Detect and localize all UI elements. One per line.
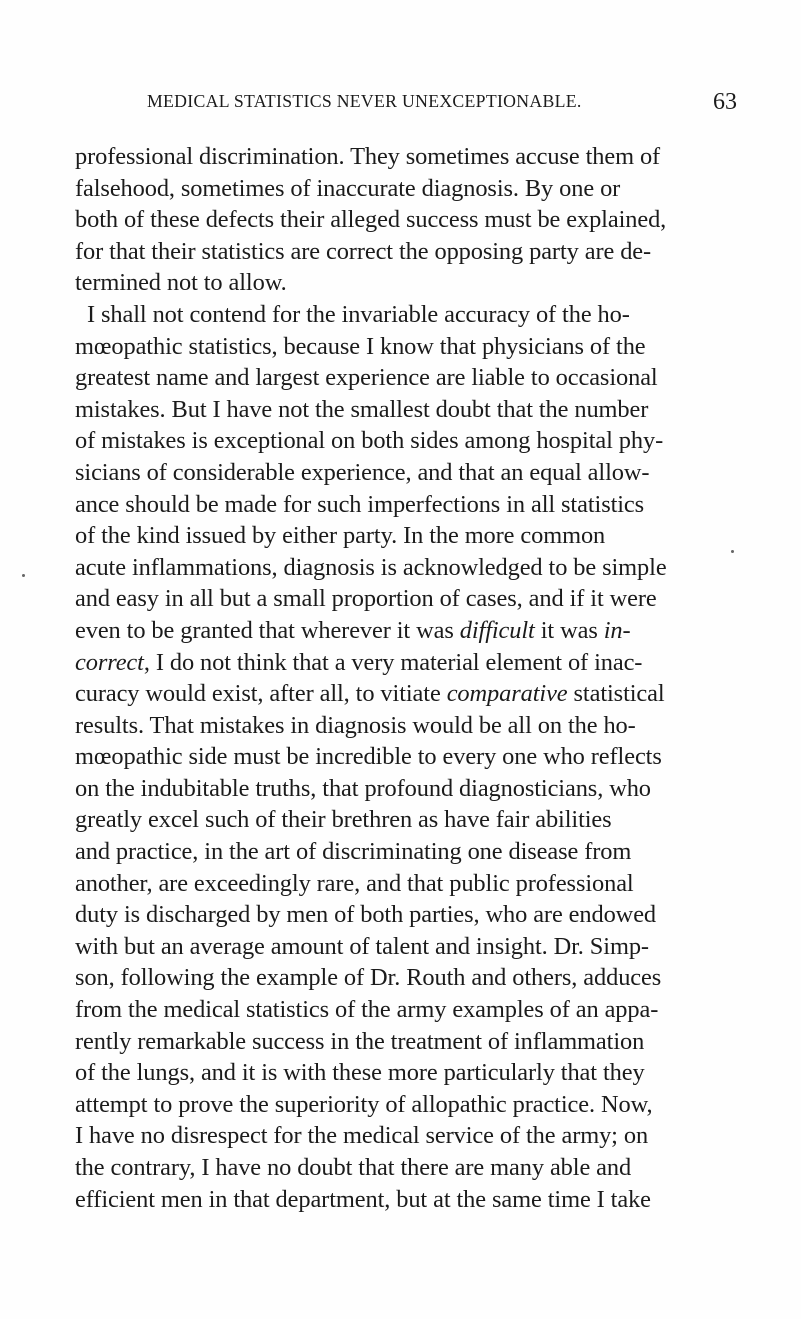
margin-speck	[731, 550, 734, 553]
text-run: attempt to prove the superiority of allopathic practice. Now,	[75, 1090, 653, 1118]
text-run: the contrary, I have no doubt that there are many able and	[75, 1154, 632, 1181]
text-line	[75, 962, 755, 994]
running-title: MEDICAL STATISTICS NEVER UNEXCEPTIONABLE.	[147, 91, 582, 111]
text-line	[75, 520, 755, 552]
text-run: I shall not contend for the invariable accuracy of the ho-	[87, 300, 630, 328]
text-run: rently remarkable success in the treatment of inflammation	[75, 1027, 645, 1055]
text-run: sicians of considerable experience, and that an equal allow-	[75, 458, 650, 486]
text-run: on the indubitable truths, that profound diagnosticians, who	[75, 774, 651, 802]
text-line	[75, 1152, 755, 1184]
text-line	[75, 1026, 755, 1058]
text-line	[75, 994, 755, 1026]
body-text	[75, 141, 755, 1215]
text-run: son, following the example of Dr. Routh and others, adduces	[75, 964, 662, 992]
text-run: results. That mistakes in diagnosis would be all on the ho-	[75, 711, 636, 739]
text-line	[75, 931, 755, 963]
text-run: ance should be made for such imperfections in all statistics	[75, 490, 645, 518]
text-line	[75, 141, 755, 173]
text-line	[75, 773, 755, 805]
italic-text: difficult	[459, 616, 535, 644]
text-run: of mistakes is exceptional on both sides among hospital phy-	[75, 427, 664, 455]
text-line	[75, 204, 755, 236]
text-line	[75, 457, 755, 489]
text-run: falsehood, sometimes of inaccurate diagnosis. By one or	[75, 174, 621, 202]
text-line	[75, 331, 755, 363]
text-run: mœopathic side must be incredible to every one who reflects	[75, 743, 662, 771]
text-line	[75, 394, 755, 426]
text-line	[75, 899, 755, 931]
text-line	[75, 299, 755, 331]
text-run: of the lungs, and it is with these more particularly that they	[75, 1059, 645, 1087]
text-run: for that their statistics are correct the opposing party are de-	[75, 237, 652, 265]
text-run: with but an average amount of talent and insight. Dr. Simp-	[75, 932, 649, 960]
text-line	[75, 741, 755, 773]
text-run: acute inflammations, diagnosis is acknowledged to be simple	[75, 553, 667, 581]
text-run: I have no disrespect for the medical service of the army; on	[75, 1122, 649, 1150]
text-line	[75, 868, 755, 900]
italic-text: correct	[75, 648, 144, 676]
text-line	[75, 836, 755, 868]
text-run: statistical	[567, 680, 665, 708]
text-line	[75, 710, 755, 742]
text-run: and easy in all but a small proportion of cases, and if it were	[75, 585, 657, 613]
text-run: mistakes. But I have not the smallest doubt that the number	[75, 395, 649, 423]
text-run: and practice, in the art of discriminating one disease from	[75, 838, 632, 866]
text-run: it was	[534, 616, 604, 644]
text-run: curacy would exist, after all, to vitiate	[75, 680, 447, 708]
text-run: of the kind issued by either party. In the more common	[75, 522, 606, 550]
italic-text: in-	[603, 616, 631, 644]
text-run: duty is discharged by men of both parties, who are endowed	[75, 901, 657, 929]
text-line	[75, 1057, 755, 1089]
margin-speck	[22, 574, 25, 577]
text-line	[75, 362, 755, 394]
page-number: 63	[713, 89, 737, 115]
text-line	[75, 583, 755, 615]
text-run: efficient men in that department, but at the same time I take	[75, 1185, 651, 1213]
italic-text: comparative	[446, 680, 568, 708]
text-line	[75, 552, 755, 584]
text-run: from the medical statistics of the army examples of an appa-	[75, 996, 659, 1024]
text-line	[75, 1120, 755, 1152]
text-line	[75, 804, 755, 836]
text-line	[75, 425, 755, 457]
text-run: both of these defects their alleged success must be explained,	[75, 206, 667, 234]
text-line	[75, 678, 755, 710]
text-run: mœopathic statistics, because I know that physicians of the	[75, 332, 646, 360]
text-run: termined not to allow.	[75, 269, 287, 297]
text-run: greatest name and largest experience are liable to occasional	[75, 364, 658, 392]
text-line	[75, 1184, 755, 1216]
text-line	[75, 615, 755, 647]
text-run: professional discrimination. They sometimes accuse them of	[75, 143, 661, 170]
text-line	[75, 173, 755, 205]
text-line	[75, 1089, 755, 1121]
running-head	[147, 89, 737, 115]
text-run: , I do not think that a very material element of inac-	[143, 648, 643, 676]
text-run: another, are exceedingly rare, and that public professional	[75, 869, 634, 897]
text-line	[75, 236, 755, 268]
text-run: even to be granted that wherever it was	[75, 616, 460, 644]
text-line	[75, 489, 755, 521]
text-line	[75, 267, 755, 299]
text-line	[75, 647, 755, 679]
text-run: greatly excel such of their brethren as have fair abilities	[75, 806, 612, 834]
